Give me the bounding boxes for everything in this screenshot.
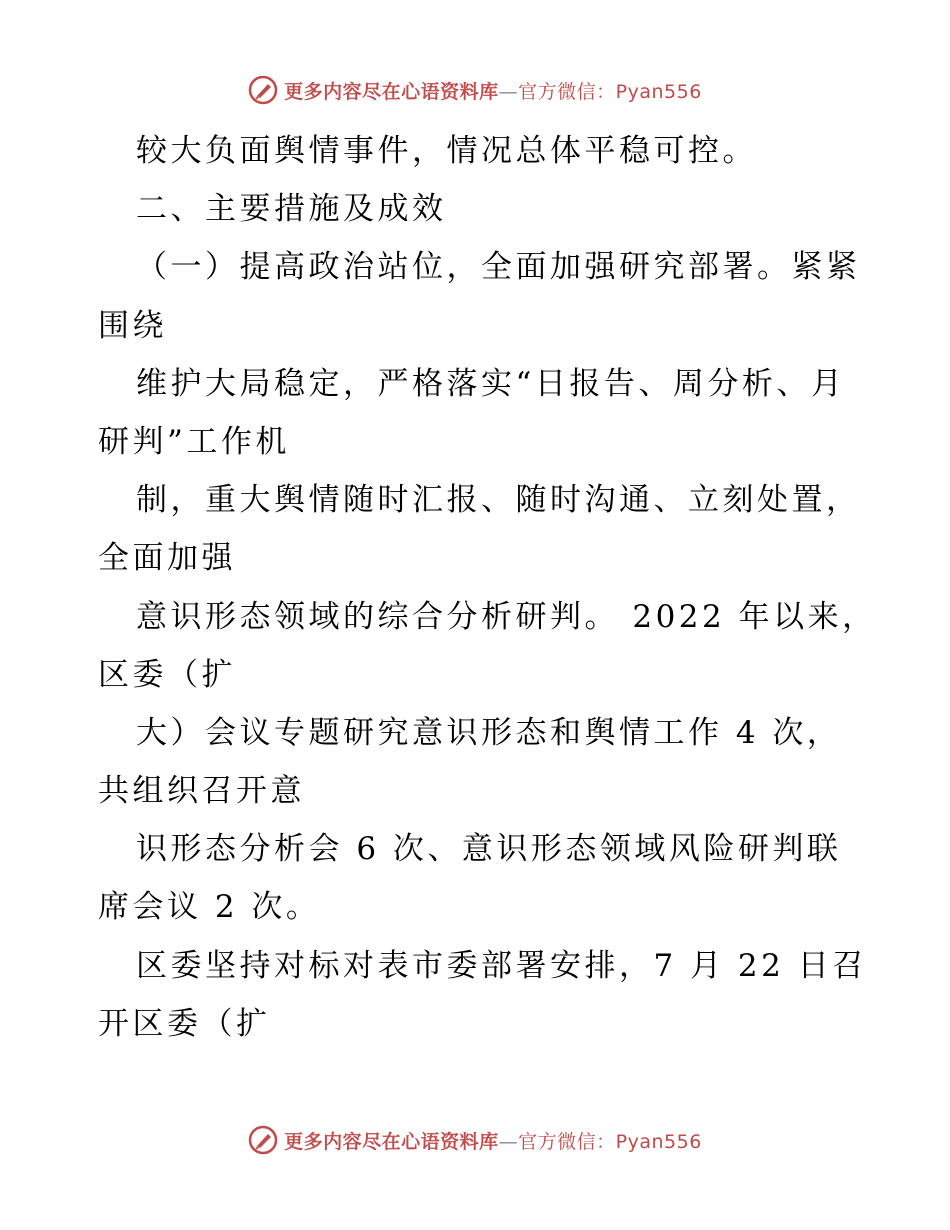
- text-line: 席会议 2 次。: [98, 889, 321, 926]
- text-line: 维护大局稳定，严格落实“日报告、周分析、月: [136, 365, 846, 402]
- text-line: 区委（扩: [98, 656, 236, 693]
- watermark-text: [284, 1127, 702, 1154]
- header-watermark: [0, 70, 950, 110]
- text-line: 识形态分析会 6 次、意识形态领域风险研判联: [136, 831, 842, 868]
- footer-watermark: [0, 1120, 950, 1160]
- document-body: [98, 122, 877, 1053]
- text-line: （一）提高政治站位，全面加强研究部署。紧紧: [136, 249, 861, 286]
- watermark-brand: 更多内容尽在心语资料库: [284, 1130, 499, 1153]
- section-heading: 二、主要措施及成效: [136, 191, 447, 228]
- text-line: 开区委（扩: [98, 1005, 271, 1042]
- watermark-text: [284, 77, 702, 104]
- watermark-separator: —: [498, 80, 519, 103]
- quill-pen-logo-icon: [248, 75, 278, 105]
- quill-pen-logo-icon: [248, 1125, 278, 1155]
- watermark-separator: —: [498, 1130, 519, 1153]
- text-line: 较大负面舆情事件，情况总体平稳可控。: [136, 133, 757, 169]
- watermark-contact: 官方微信：Pyan556: [518, 1130, 702, 1153]
- text-line: 围绕: [98, 307, 167, 344]
- watermark-brand: 更多内容尽在心语资料库: [284, 80, 499, 103]
- text-line: 共组织召开意: [98, 773, 305, 810]
- text-line: 全面加强: [98, 540, 236, 577]
- text-line: 意识形态领域的综合分析研判。 2022 年以来，: [136, 598, 877, 635]
- text-line: 区委坚持对标对表市委部署安排，7 月 22 日召: [136, 947, 867, 984]
- text-line: 大）会议专题研究意识形态和舆情工作 4 次，: [136, 714, 842, 751]
- text-line: 制，重大舆情随时汇报、随时沟通、立刻处置，: [136, 482, 861, 519]
- text-line: 研判”工作机: [98, 423, 290, 460]
- watermark-contact: 官方微信：Pyan556: [518, 80, 702, 103]
